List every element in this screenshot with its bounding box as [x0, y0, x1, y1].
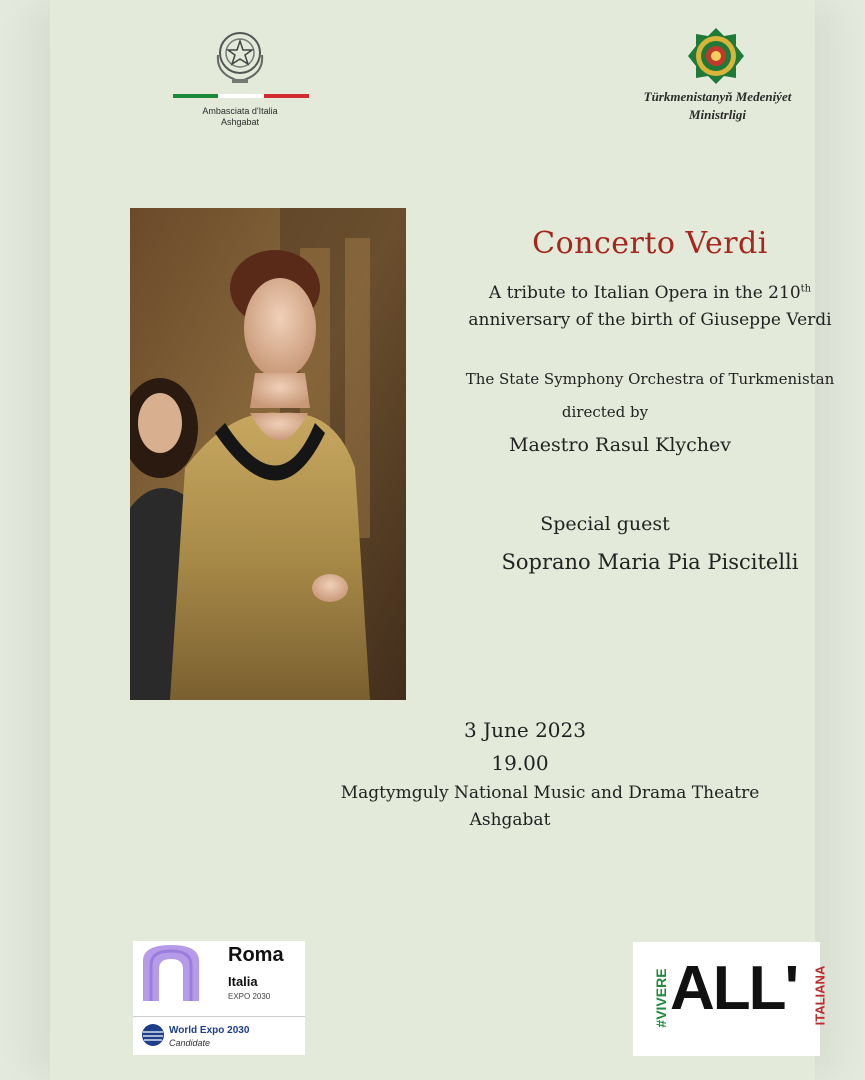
special-guest-label: Special guest: [540, 513, 670, 535]
orchestra-name: The State Symphony Orchestra of Turkmenistan: [465, 370, 835, 388]
italian-flag-line: [173, 94, 309, 98]
globe-icon: [141, 1023, 165, 1047]
flag-red: [264, 94, 309, 98]
all-text: ALL': [670, 954, 798, 1023]
event-venue: Magtymguly National Music and Drama Theatre: [340, 783, 760, 803]
tribute-text: A tribute to Italian Opera in the 210: [488, 283, 801, 303]
soprano-photo: [130, 208, 406, 700]
logo-divider: [133, 1016, 305, 1017]
vivere-text: #VIVERE: [653, 968, 669, 1028]
italian-emblem-icon: [210, 25, 270, 87]
soprano-name: Soprano Maria Pia Piscitelli: [501, 550, 799, 574]
candidate-text: Candidate: [169, 1038, 211, 1048]
event-date: 3 June 2023: [464, 718, 586, 742]
embassy-city: Ashgabat: [220, 117, 260, 127]
ministry-name: Türkmenistanyň Medeniýet: [643, 89, 792, 104]
event-title: Concerto Verdi: [532, 226, 768, 261]
tribute-line-1: [445, 283, 855, 303]
ministry-name-line2: Ministrligi: [688, 107, 747, 122]
flag-white: [218, 94, 263, 98]
turkmen-emblem-icon: [686, 26, 746, 86]
event-time: 19.00: [491, 751, 549, 775]
poster: [50, 0, 835, 1080]
tribute-superscript: th: [800, 283, 812, 295]
conductor-name: Maestro Rasul Klychev: [508, 434, 731, 456]
tribute-line-2: anniversary of the birth of Giuseppe Verdi: [468, 310, 832, 330]
expo-italia: Italia: [228, 974, 258, 989]
directed-by: directed by: [561, 403, 649, 421]
vivere-all-italiana-logo: [633, 942, 828, 1056]
expo-arch-icon: [139, 943, 203, 1003]
flag-green: [173, 94, 218, 98]
embassy-name: Ambasciata d'Italia: [202, 106, 278, 116]
italiana-text: ITALIANA: [812, 965, 828, 1026]
expo-2030-logo: [133, 941, 305, 1055]
world-expo-text: World Expo 2030: [169, 1025, 250, 1036]
expo-year: EXPO 2030: [228, 992, 271, 1001]
expo-roma: Roma: [228, 944, 284, 966]
event-city: Ashgabat: [469, 810, 551, 830]
